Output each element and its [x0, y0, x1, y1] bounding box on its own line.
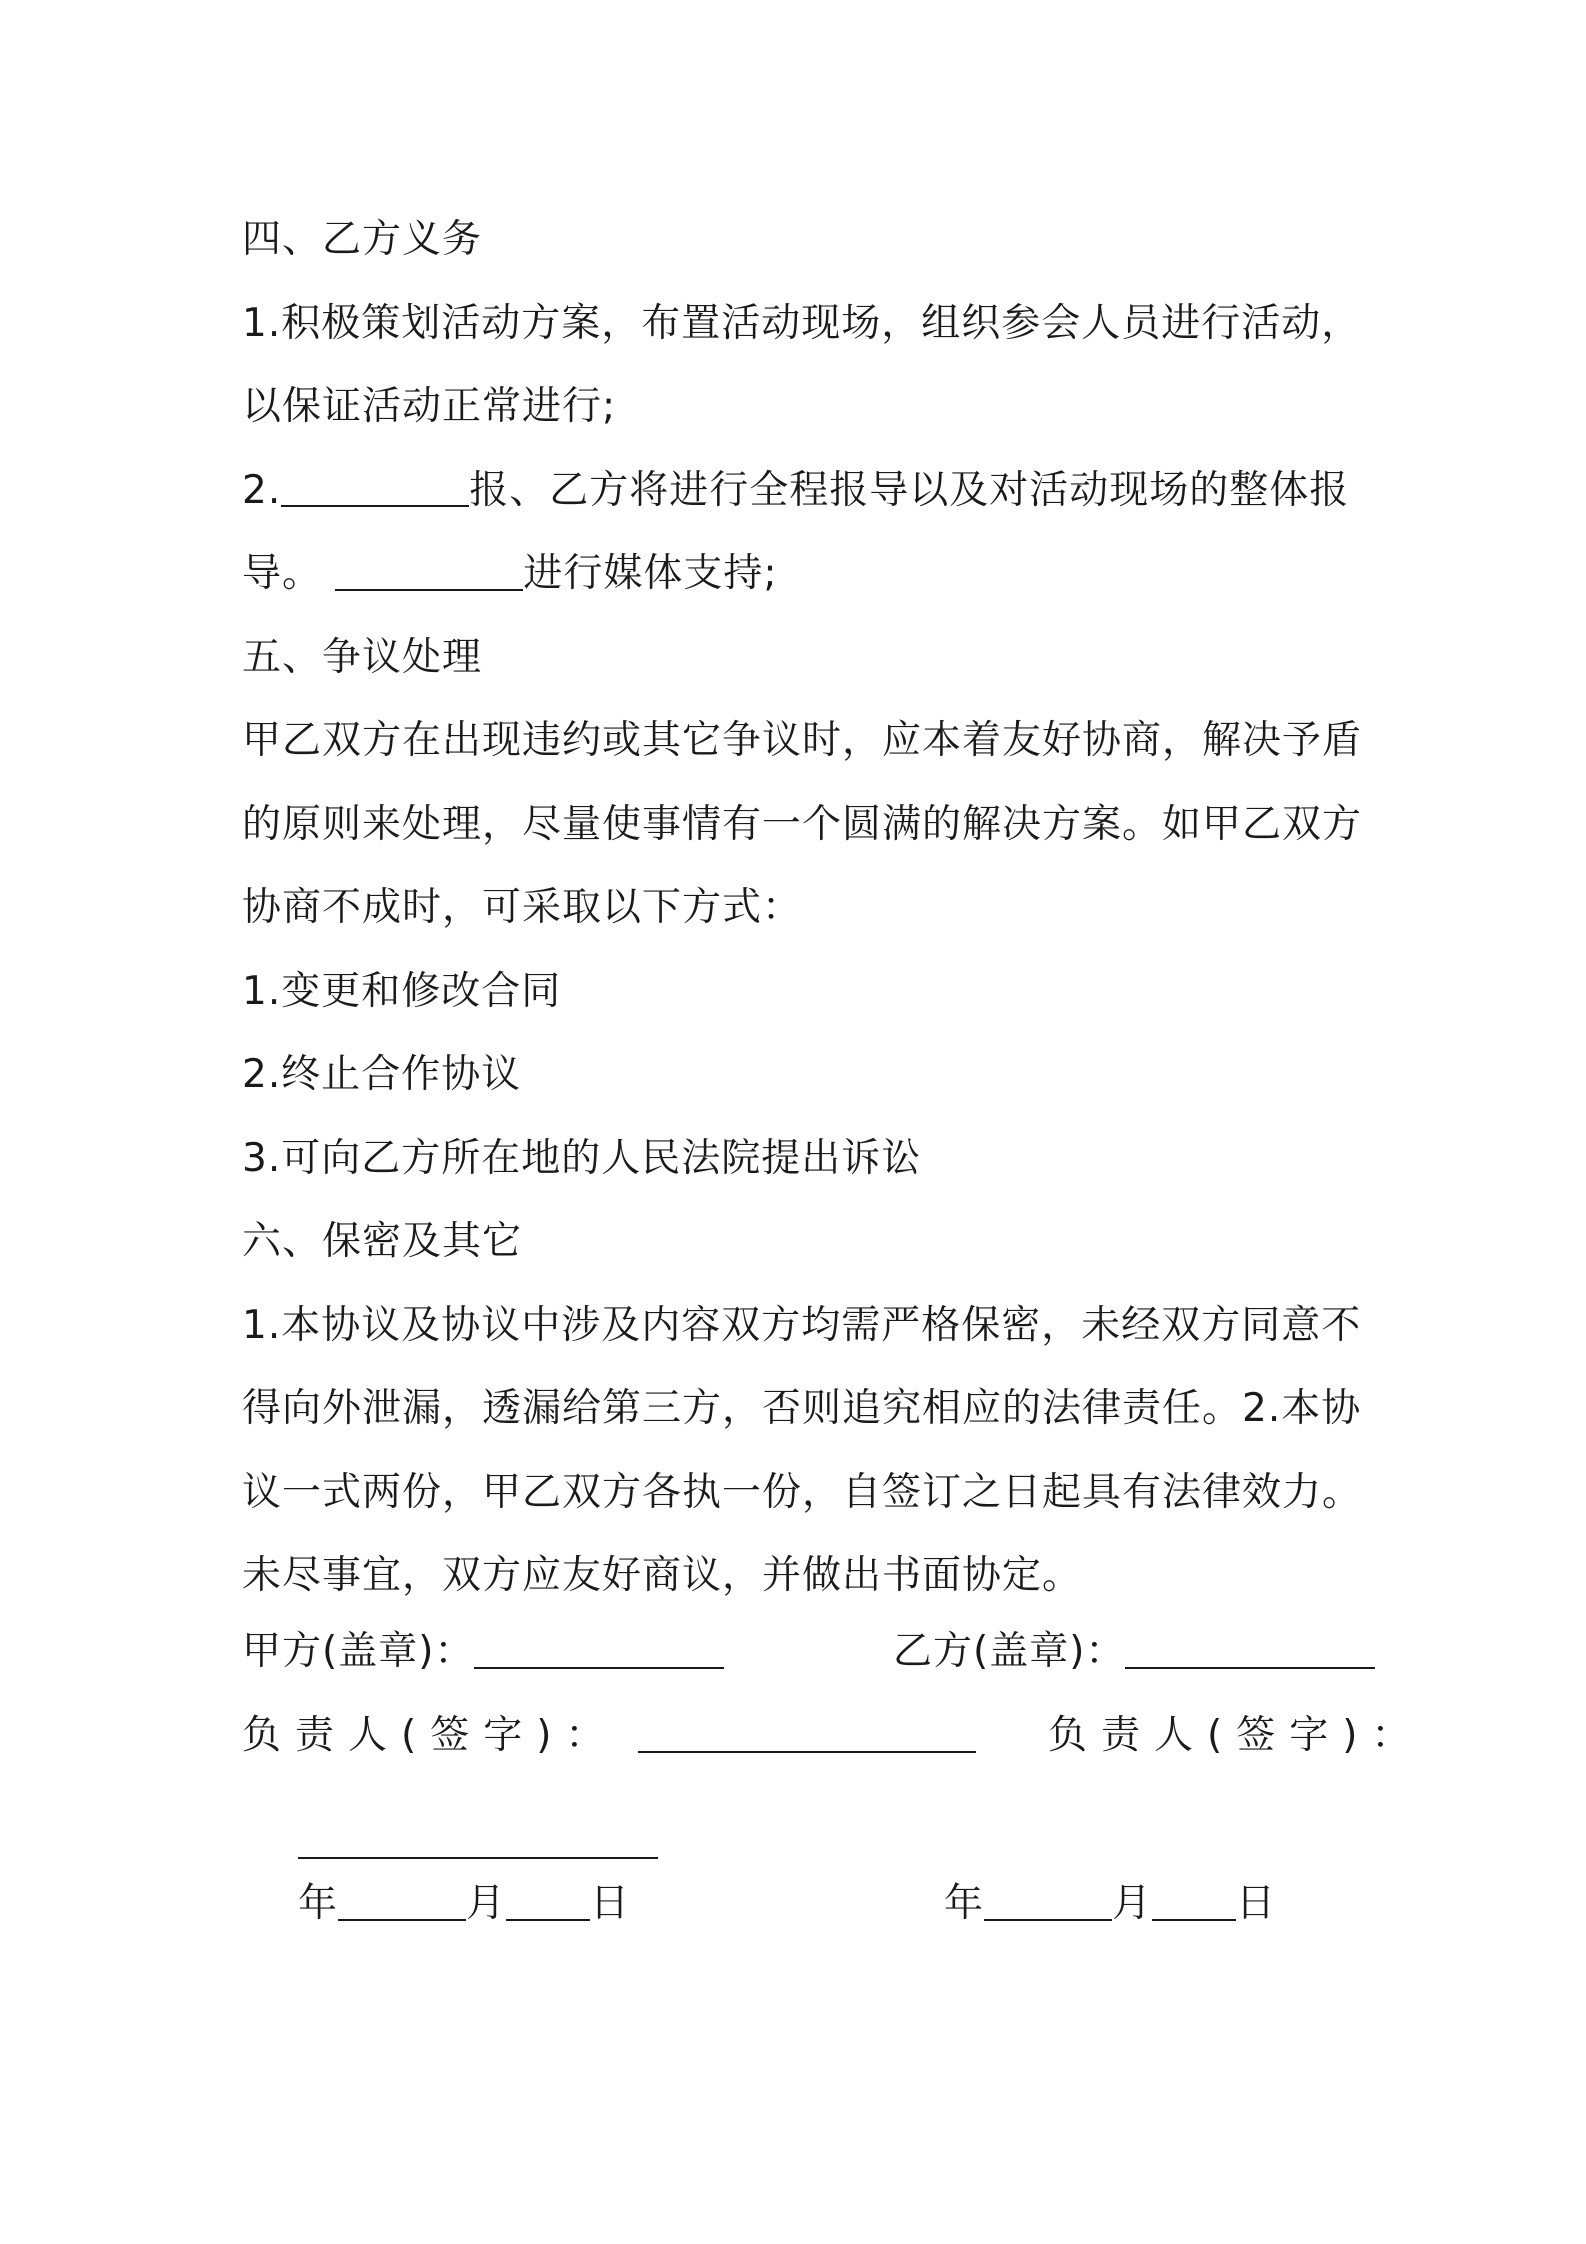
section-4-item-1: 1.积极策划活动方案，布置活动现场，组织参会人员进行活动，以保证活动正常进行; [242, 300, 1362, 429]
section-5-item-2: 2.终止合作协议 [242, 1052, 522, 1097]
party-a-date-year: 年 [298, 1881, 339, 1926]
party-b-date-month: 月 [1112, 1881, 1153, 1926]
party-b-month-blank [1152, 1880, 1236, 1921]
document-body [242, 198, 1362, 1618]
party-a-seal-label: 甲方(盖章)： [242, 1629, 475, 1674]
party-a-signer-blank [638, 1712, 976, 1753]
section-6-paragraph: 1.本协议及协议中涉及内容双方均需严格保密，未经双方同意不得向外泄漏，透漏给第三方，否则追究相应的法律责任。2.本协议一式两份，甲乙双方各执一份，自签订之日起具有法律效力。未尽事宜，双方应友好商议，并做出书面协定。 [242, 1302, 1363, 1598]
party-b-signer-line [1048, 1694, 1424, 1778]
section-4-heading: 四、乙方义务 [242, 217, 483, 262]
party-b-seal-label: 乙方(盖章)： [893, 1629, 1126, 1674]
item-2-suffix: 进行媒体支持; [523, 551, 778, 596]
section-5-heading: 五、争议处理 [242, 634, 483, 680]
party-a-year-blank [338, 1880, 466, 1921]
party-a-month-blank [506, 1880, 590, 1921]
item-2-prefix: 2. [242, 467, 282, 513]
party-b-seal-blank [1125, 1628, 1375, 1669]
blank-media-name [281, 466, 469, 507]
party-b-date-day: 日 [1236, 1881, 1277, 1926]
section-4-item-2 [242, 449, 1362, 616]
party-b-year-blank [984, 1880, 1112, 1921]
party-a-seal-line [242, 1610, 724, 1694]
party-b-date-year: 年 [944, 1881, 985, 1926]
party-b-signer-blank [298, 1818, 658, 1859]
section-6-heading: 六、保密及其它 [242, 1219, 523, 1264]
party-a-signer-line [242, 1694, 976, 1778]
party-b-seal-line [893, 1610, 1375, 1694]
section-5-paragraph: 甲乙双方在出现违约或其它争议时，应本着友好协商，解决予盾的原则来处理，尽量使事情有一个圆满的解决方案。如甲乙双方协商不成时，可采取以下方式： [242, 718, 1363, 930]
section-5-item-1: 1.变更和修改合同 [242, 968, 562, 1014]
party-a-date-day: 日 [590, 1881, 631, 1926]
party-a-signer-label: 负责人(签字)： [242, 1713, 619, 1758]
party-a-date-line [298, 1862, 630, 1946]
blank-media-support [335, 550, 523, 591]
item-2-mid: 报、乙方将进行全程报导以及对活动现场的整体报导。 [242, 467, 1350, 596]
party-b-date-line [944, 1862, 1276, 1946]
party-a-date-month: 月 [466, 1881, 507, 1926]
section-5-item-3: 3.可向乙方所在地的人民法院提出诉讼 [242, 1135, 922, 1181]
party-a-seal-blank [474, 1628, 724, 1669]
party-b-signer-label: 负责人(签字)： [1048, 1713, 1425, 1758]
